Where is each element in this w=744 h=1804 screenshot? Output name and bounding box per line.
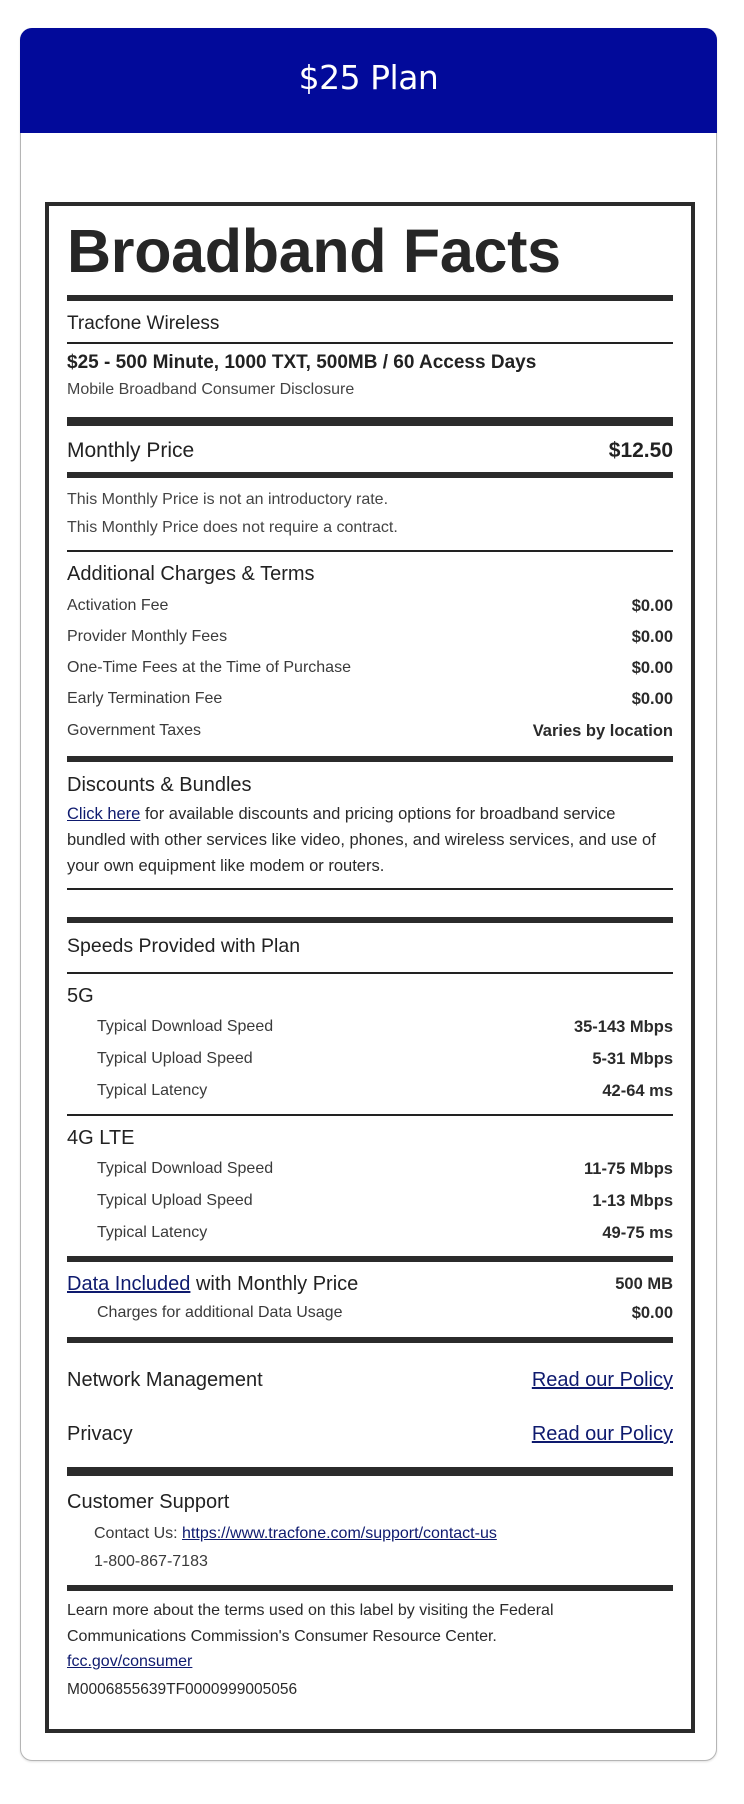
price-note: This Monthly Price does not require a contract. — [67, 519, 398, 536]
privacy-label: Privacy — [67, 1423, 133, 1445]
divider — [67, 1114, 673, 1116]
speed-value: 1-13 Mbps — [592, 1192, 673, 1210]
price-note: This Monthly Price is not an introductory rate. — [67, 491, 389, 508]
charge-value: $0.00 — [631, 597, 673, 615]
speed-value: 42-64 ms — [602, 1082, 673, 1100]
divider — [67, 342, 673, 344]
divider — [67, 1585, 673, 1591]
fcc-link[interactable]: fcc.gov/consumer — [67, 1653, 193, 1670]
plan-name: $25 - 500 Minute, 1000 TXT, 500MB / 60 Access Days — [67, 352, 537, 373]
charge-value: $0.00 — [631, 659, 673, 677]
charge-label: Provider Monthly Fees — [67, 628, 228, 645]
speed-value: 49-75 ms — [602, 1224, 673, 1242]
charge-label: One-Time Fees at the Time of Purchase — [67, 659, 351, 676]
speed-label: Typical Download Speed — [97, 1160, 274, 1177]
disclosure-text: Mobile Broadband Consumer Disclosure — [67, 381, 355, 398]
privacy-policy-link[interactable]: Read our Policy — [531, 1423, 673, 1445]
network-management-label: Network Management — [67, 1369, 263, 1391]
speed-label: Typical Upload Speed — [97, 1050, 253, 1067]
provider-name: Tracfone Wireless — [67, 313, 220, 334]
label-title: Broadband Facts — [67, 217, 561, 285]
speed-label: Typical Latency — [97, 1224, 208, 1241]
charge-value: $0.00 — [631, 628, 673, 646]
charge-value: $0.00 — [631, 690, 673, 708]
speeds-heading: Speeds Provided with Plan — [67, 935, 301, 957]
charge-label: Early Termination Fee — [67, 690, 223, 707]
discounts-heading: Discounts & Bundles — [67, 774, 252, 796]
plan-title: $25 Plan — [298, 58, 439, 97]
discounts-description: for available discounts and pricing options for broadband service bundled with other services like video, phones, and wireless services, and use of your own equipment like modem or routers. — [67, 805, 656, 875]
speed-label: Typical Upload Speed — [97, 1192, 253, 1209]
divider — [67, 917, 673, 923]
data-included-link[interactable]: Data Included — [67, 1273, 191, 1295]
speed-value: 5-31 Mbps — [592, 1050, 673, 1068]
additional-data-value: $0.00 — [631, 1304, 673, 1322]
label-identifier: M0006855639TF0000999005056 — [67, 1681, 298, 1698]
customer-support-heading: Customer Support — [67, 1491, 230, 1513]
speed-value: 35-143 Mbps — [573, 1018, 673, 1036]
speed-group-5g: 5G — [67, 985, 94, 1007]
speed-label: Typical Latency — [97, 1082, 208, 1099]
divider — [67, 1337, 673, 1343]
contact-label: Contact Us: — [94, 1525, 183, 1542]
divider — [67, 550, 673, 552]
discounts-link[interactable]: Click here — [67, 805, 141, 823]
divider — [67, 1256, 673, 1262]
network-management-policy-link[interactable]: Read our Policy — [531, 1369, 673, 1391]
divider — [67, 888, 673, 890]
charge-label: Activation Fee — [67, 597, 169, 614]
speed-label: Typical Download Speed — [97, 1018, 274, 1035]
plan-header — [20, 28, 717, 133]
data-included-value: 500 MB — [615, 1275, 673, 1293]
support-phone: 1-800-867-7183 — [94, 1553, 208, 1570]
contact-link[interactable]: https://www.tracfone.com/support/contact-us — [182, 1525, 497, 1542]
monthly-price-value: $12.50 — [608, 439, 673, 462]
divider — [67, 472, 673, 478]
divider — [67, 756, 673, 762]
fcc-info-text: Learn more about the terms used on this label by visiting the Federal Communications Commission's Consumer Resource Center. — [67, 1602, 554, 1645]
additional-charges-heading: Additional Charges & Terms — [67, 563, 315, 585]
speed-group-4g-lte: 4G LTE — [67, 1127, 135, 1149]
contact-row — [94, 1526, 497, 1542]
charge-label: Government Taxes — [67, 722, 201, 739]
monthly-price-label: Monthly Price — [67, 439, 195, 462]
data-included-label: with Monthly Price — [190, 1273, 359, 1295]
discounts-text — [67, 801, 673, 879]
data-included-row — [67, 1274, 358, 1294]
divider — [67, 972, 673, 974]
speed-value: 11-75 Mbps — [584, 1160, 673, 1178]
additional-data-label: Charges for additional Data Usage — [97, 1304, 343, 1321]
divider — [67, 295, 673, 301]
divider — [67, 417, 673, 426]
divider — [67, 1467, 673, 1476]
charge-value: Varies by location — [532, 722, 673, 740]
